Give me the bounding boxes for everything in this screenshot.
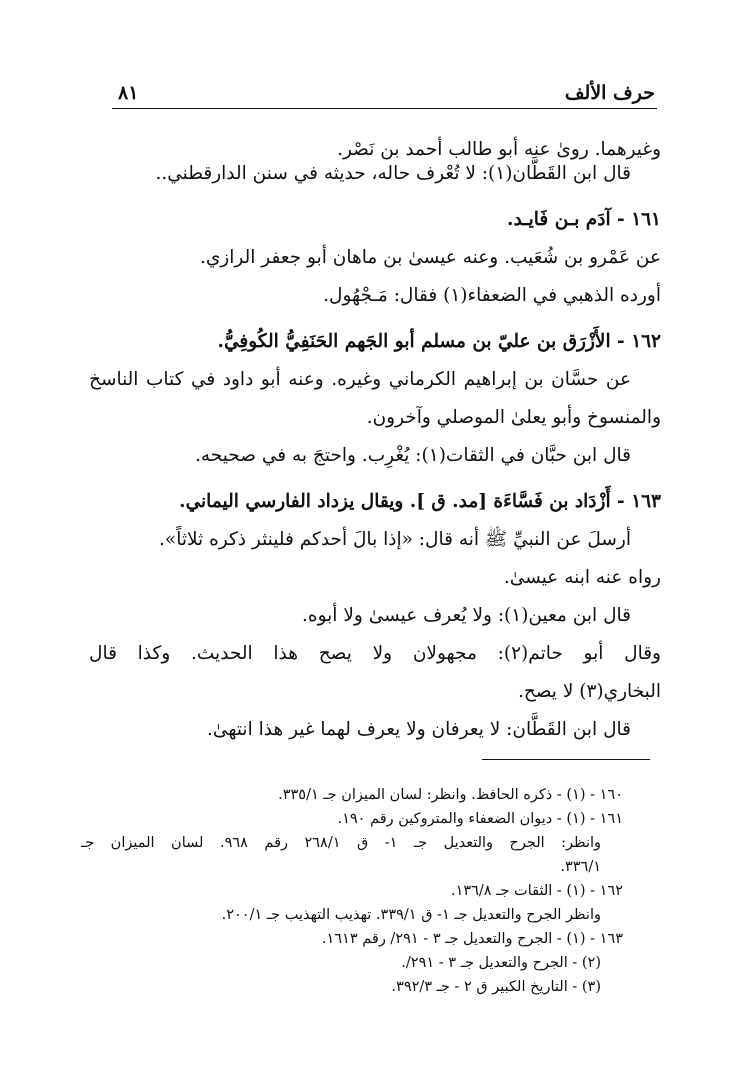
footnotes xyxy=(81,786,661,997)
text-line: قال ابن حبَّان في الثقات(١): يُغْرِب. واحتجَ به في صحيحه. xyxy=(194,445,631,466)
footnote-line: (٣) - التاريخ الكبير ق ٢ - جـ ٣٩٢/٣. xyxy=(391,979,601,995)
text-line: البخاري(٣) لا يصح. xyxy=(517,681,661,702)
footnote-line: وانظر: الجرح والتعديل جـ ١- ق ٢٦٨/١ رقم ٩٦٨. لسان الميزان جـ xyxy=(81,835,602,851)
entry-heading-162: ١٦٢ - الأَزْرَق بن عليّ بن مسلم أبو الجَهم الحَنَفِيُّ الكُوفِيُّ. xyxy=(217,331,661,352)
footnote-line: ١٦١ - (١) - ديوان الضعفاء والمتروكين رقم ١٩٠. xyxy=(337,811,623,827)
text-line: وغيرهما. روىٰ عنه أبو طالب أحمد بن نَصْر. xyxy=(337,139,661,160)
text-line: عن حسَّان بن إبراهيم الكرماني وغيره. وعنه أبو داود في كتاب الناسخ xyxy=(89,369,631,390)
footnote-line: ٣٣٦/١. xyxy=(560,859,601,875)
text-line: وقال أبو حاتم(٢): مجهولان ولا يصح هذا الحديث. وكذا قال xyxy=(89,643,661,664)
chapter-title: حرف الألف xyxy=(564,82,655,104)
footnote-line: وانظر الجرح والتعديل جـ ١- ق ٣٣٩/١. تهذيب التهذيب جـ ٢٠٠/١. xyxy=(221,907,601,923)
footnote-line: ١٦٠ - (١) - ذكره الحافظ. وانظر: لسان الميزان جـ ٣٣٥/١. xyxy=(278,787,623,803)
text-line: أورده الذهبي في الضعفاء(١) فقال: مَـجْهُول. xyxy=(323,285,661,306)
running-header xyxy=(112,82,657,109)
main-text xyxy=(89,138,661,742)
text-line: رواه عنه ابنه عيسىٰ. xyxy=(503,567,661,588)
text-line: قال ابن معين(١): ولا يُعرف عيسىٰ ولا أبوه. xyxy=(302,605,631,626)
page-number: ٨١ xyxy=(118,82,139,104)
text-line: أرسلَ عن النبيِّ ﷺ أنه قال: «إذا بالَ أحدكم فلينثر ذكره ثلاثاً». xyxy=(159,529,631,550)
text-line: والمنسوخ وأبو يعلىٰ الموصلي وآخرون. xyxy=(366,407,661,428)
entry-heading-161: ١٦١ - آدَم بـن فَايـد. xyxy=(507,209,661,230)
footnote-line: ١٦٢ - (١) - الثقات جـ ١٣٦/٨. xyxy=(450,883,623,899)
footnote-line: ١٦٣ - (١) - الجرح والتعديل جـ ٣ - ٢٩١/ رقم ١٦١٣. xyxy=(321,931,623,947)
text-line: قال ابن القَطَّان: لا يعرفان ولا يعرف لهما غير هذا انتهىٰ. xyxy=(207,719,631,740)
footnote-line: (٢) - الجرح والتعديل جـ ٣ - ٢٩١/. xyxy=(401,955,601,971)
text-line: قال ابن القَطَّان(١): لا تُعْرف حاله، حديثه في سنن الدارقطني.. xyxy=(155,163,631,184)
entry-heading-163: ١٦٣ - أَزْدَاد بن فَسَّاءَة [مد. ق ]. ويقال يزداد الفارسي اليماني. xyxy=(179,491,661,512)
footnote-separator xyxy=(482,759,650,760)
text-line: عن عَمْرو بن شُعَيب. وعنه عيسىٰ بن ماهان أبو جعفر الرازي. xyxy=(199,247,661,268)
